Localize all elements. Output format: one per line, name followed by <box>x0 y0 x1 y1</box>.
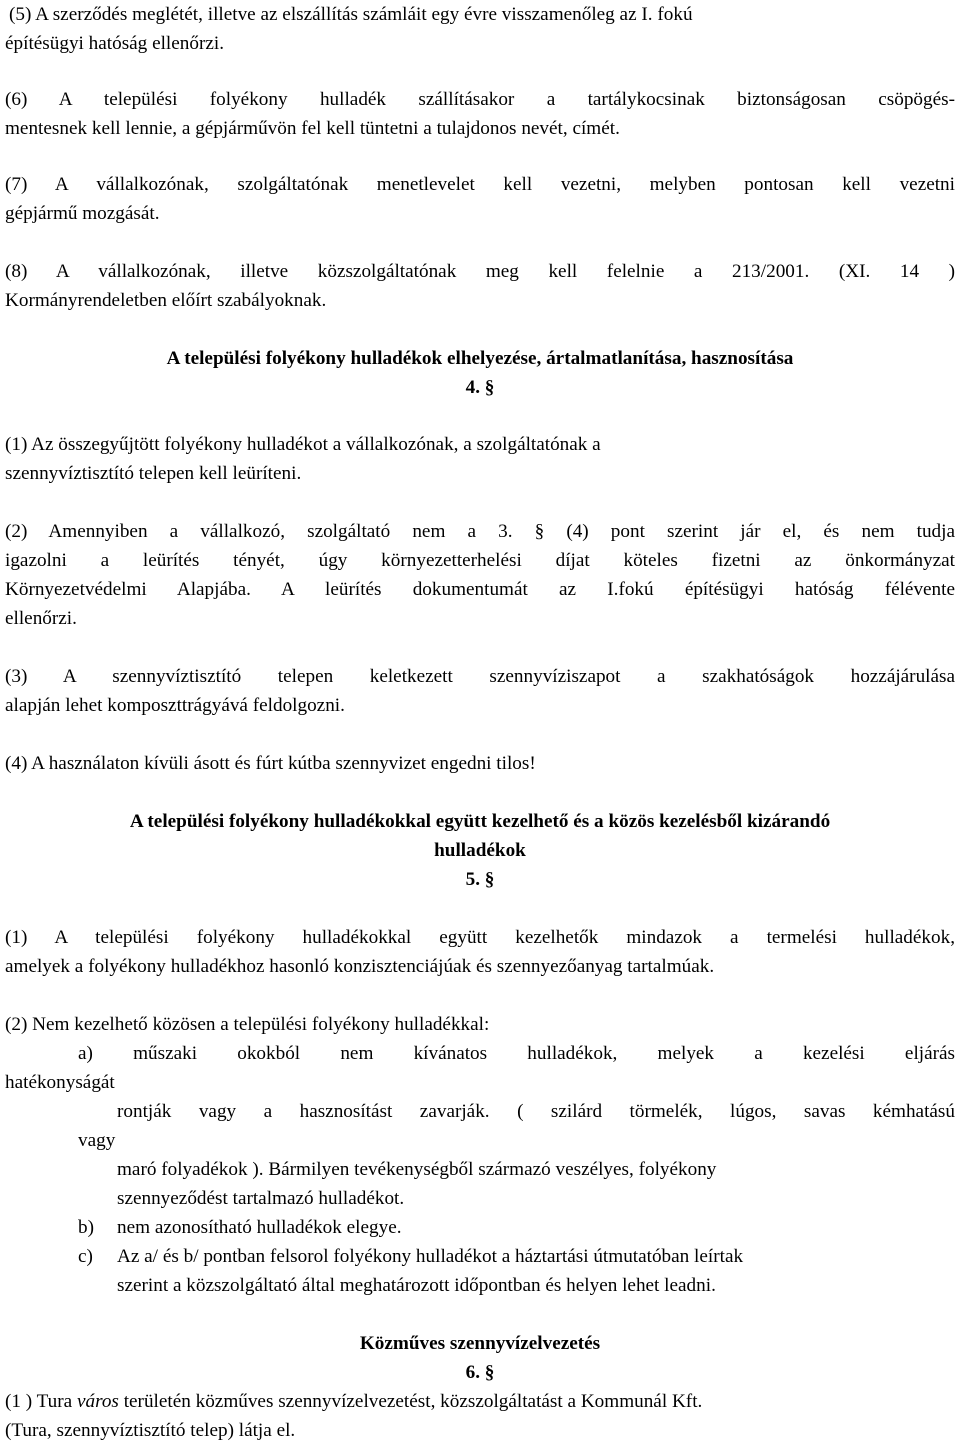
section-4-heading: A települési folyékony hulladékok elhelyezése, ártalmatlanítása, hasznosítása <box>166 348 794 369</box>
section-4-paragraph-3-line-1: (3) A szennyvíztisztító telepen keletkezett szennyvíziszapot a szakhatóságok hozzájárulása <box>5 666 955 687</box>
section-4-paragraph-1-line-2: szennyvíztisztító telepen kell leüríteni. <box>5 463 302 484</box>
paragraph-6-line-2: mentesnek kell lennie, a gépjárművön fel kell tüntetni a tulajdonos nevét, címét. <box>5 118 620 139</box>
paragraph-5-line-2: építésügyi hatóság ellenőrzi. <box>5 33 224 54</box>
section-5-heading-line-2: hulladékok <box>434 840 526 861</box>
paragraph-7-line-2: gépjármű mozgását. <box>5 203 160 224</box>
paragraph-8-line-2: Kormányrendeletben előírt szabályoknak. <box>5 290 327 311</box>
paragraph-5-line-1: (5) A szerződés meglétét, illetve az elszállítás számláit egy évre visszamenőleg az I. fokú <box>9 4 693 25</box>
list-item-c-line-1: Az a/ és b/ pontban felsorol folyékony hulladékot a háztartási útmutatóban leírtak <box>117 1246 744 1267</box>
section-5-paragraph-1-line-1: (1) A települési folyékony hulladékokkal együtt kezelhetők mindazok a termelési hulladékok, <box>5 927 955 948</box>
paragraph-7-line-1: (7) A vállalkozónak, szolgáltatónak menetlevelet kell vezetni, melyben pontosan kell vezetni <box>5 174 955 195</box>
section-6-text-suffix: területén közműves szennyvízelvezetést, közszolgáltatást a Kommunál Kft. <box>118 1391 703 1412</box>
section-6-paragraph-1-line-1 <box>5 1387 955 1416</box>
list-item-b-text: nem azonosítható hulladékok elegye. <box>117 1217 402 1238</box>
section-6-paragraph-1-line-2: (Tura, szennyvíztisztító telep) látja el. <box>5 1420 296 1441</box>
section-5-paragraph-1-line-2: amelyek a folyékony hulladékhoz hasonló konzisztenciájúak és szennyezőanyag tartalmúak. <box>5 956 715 977</box>
paragraph-6-line-1: (6) A települési folyékony hulladék szállításakor a tartálykocsinak biztonságosan csöpögés- <box>5 89 955 110</box>
list-item-a-line-1: a) műszaki okokból nem kívánatos hulladékok, melyek a kezelési eljárás <box>78 1043 955 1064</box>
list-item-a-line-2: hatékonyságát <box>5 1072 115 1093</box>
section-6-text-prefix: (1 ) Tura <box>5 1391 77 1412</box>
section-4-paragraph-4: (4) A használaton kívüli ásott és fúrt kútba szennyvizet engedni tilos! <box>5 753 536 774</box>
section-4-paragraph-1-line-1: (1) Az összegyűjtött folyékony hulladékot a vállalkozónak, a szolgáltatónak a <box>5 434 601 455</box>
list-item-a-line-3: rontják vagy a hasznosítást zavarják. ( szilárd törmelék, lúgos, savas kémhatású <box>117 1101 955 1122</box>
section-4-paragraph-2-line-2: igazolni a leürítés tényét, úgy környezetterhelési díjat köteles fizetni az önkormányzat <box>5 550 955 571</box>
section-4-number: 4. § <box>465 377 495 398</box>
section-5-heading-line-1: A települési folyékony hulladékokkal együtt kezelhető és a közös kezelésből kizárandó <box>129 811 831 832</box>
section-4-paragraph-2-line-1: (2) Amennyiben a vállalkozó, szolgáltató nem a 3. § (4) pont szerint jár el, és nem tudja <box>5 521 955 542</box>
list-item-b-label: b) <box>78 1217 94 1238</box>
list-item-c-label: c) <box>78 1246 93 1267</box>
paragraph-8-line-1: (8) A vállalkozónak, illetve közszolgáltatónak meg kell felelnie a 213/2001. (XI. 14 ) <box>5 261 955 282</box>
section-6-text-italic: város <box>76 1391 119 1412</box>
section-5-number: 5. § <box>465 869 495 890</box>
section-4-paragraph-3-line-2: alapján lehet komposzttrágyává feldolgozni. <box>5 695 345 716</box>
section-6-number: 6. § <box>465 1362 495 1383</box>
section-6-heading: Közműves szennyvízelvezetés <box>359 1333 601 1354</box>
section-5-paragraph-2-intro: (2) Nem kezelhető közösen a települési folyékony hulladékkal: <box>5 1014 490 1035</box>
list-item-a-line-6: szennyeződést tartalmazó hulladékot. <box>117 1188 405 1209</box>
list-item-a-line-4: vagy <box>78 1130 116 1151</box>
section-4-paragraph-2-line-4: ellenőrzi. <box>5 608 77 629</box>
list-item-c-line-2: szerint a közszolgáltató által meghatározott időpontban és helyen lehet leadni. <box>117 1275 716 1296</box>
section-4-paragraph-2-line-3: Környezetvédelmi Alapjába. A leürítés dokumentumát az I.fokú építésügyi hatóság félévente <box>5 579 955 600</box>
list-item-a-line-5: maró folyadékok ). Bármilyen tevékenységből származó veszélyes, folyékony <box>117 1159 717 1180</box>
